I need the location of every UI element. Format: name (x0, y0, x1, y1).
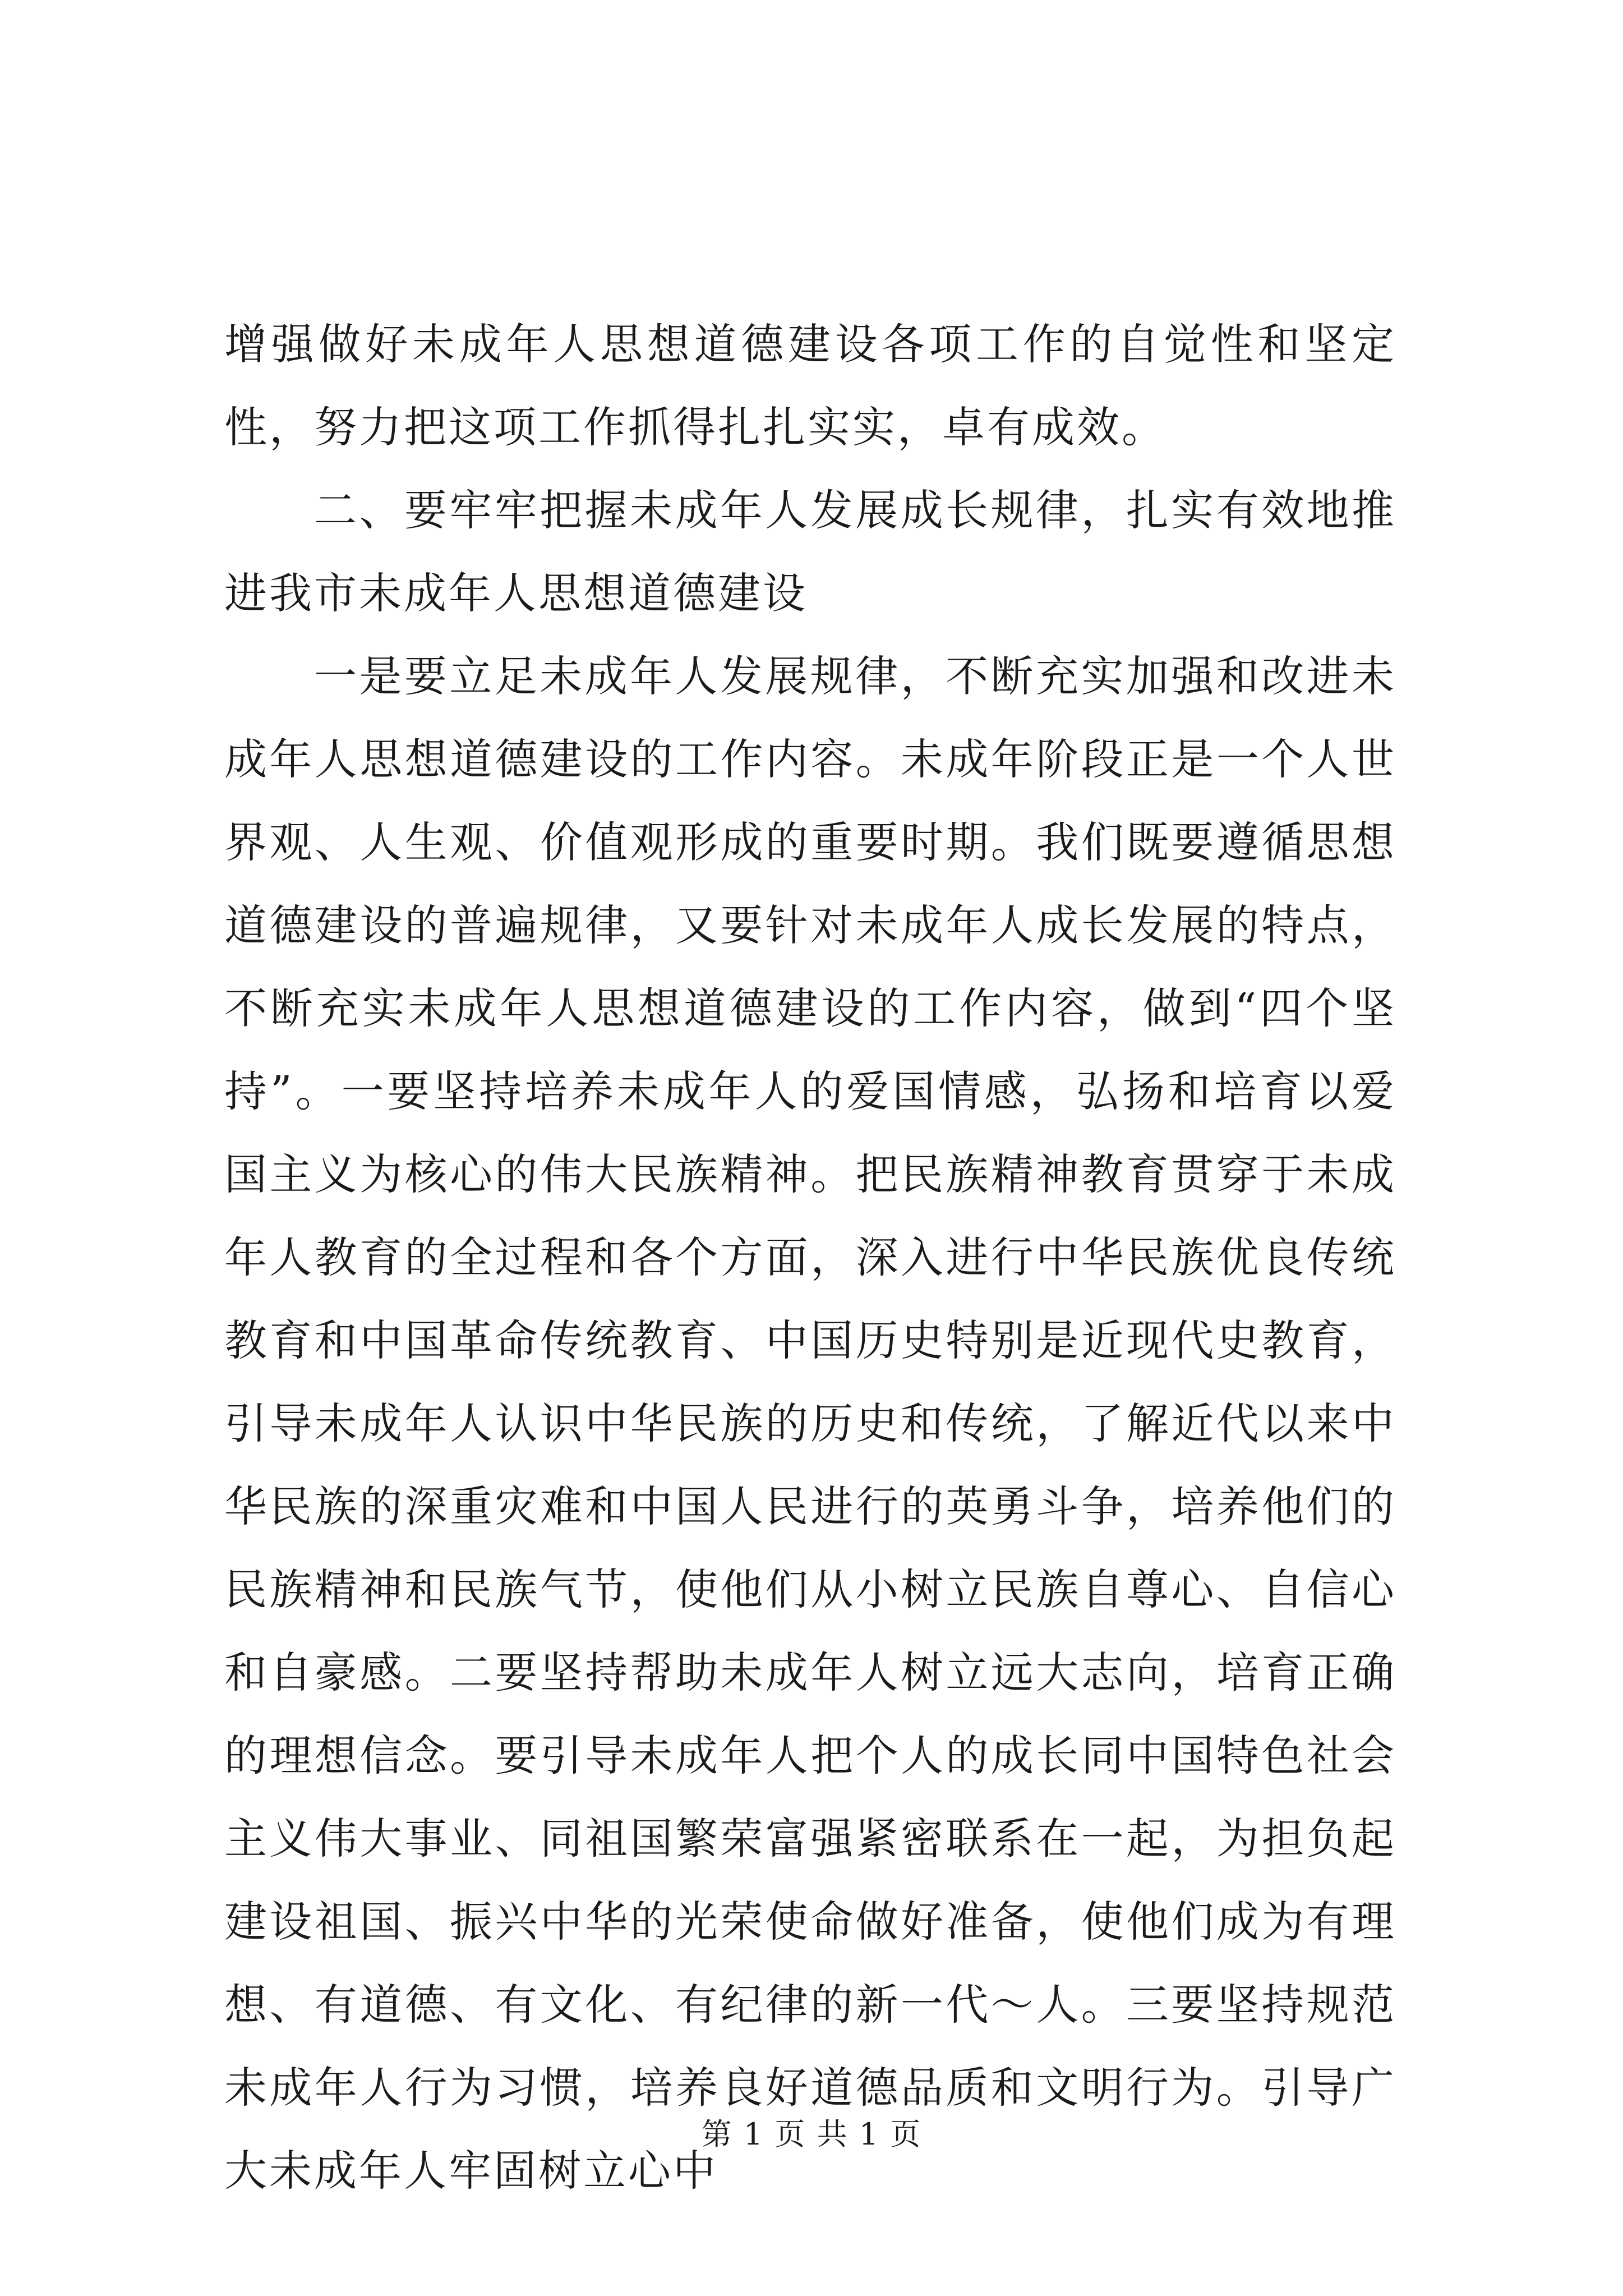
section-heading: 二、要牢牢把握未成年人发展成长规律，扎实有效地推进我市未成年人思想道德建设 (224, 485, 1396, 618)
page-footer: 第 1 页 共 1 页 (701, 2116, 922, 2152)
paragraph-continuation: 增强做好未成年人思想道德建设各项工作的自觉性和坚定性，努力把这项工作抓得扎扎实实，卓有成效。 (224, 319, 1396, 452)
document-body (224, 303, 1396, 2212)
paragraph-body: 一是要立足未成年人发展规律，不断充实加强和改进未成年人思想道德建设的工作内容。未成年阶段正是一个人世界观、人生观、价值观形成的重要时期。我们既要遵循思想道德建设的普遍规律，又要针对未成年人成长发展的特点，不断充实未成年人思想道德建设的工作内容，做到“四个坚持”。一要坚持培养未成年人的爱国情感，弘扬和培育以爱国主义为核心的伟大民族精神。把民族精神教育贯穿于未成年人教育的全过程和各个方面，深入进行中华民族优良传统教育和中国革命传统教育、中国历史特别是近现代史教育，引导未成年人认识中华民族的历史和传统，了解近代以来中华民族的深重灾难和中国人民进行的英勇斗争，培养他们的民族精神和民族气节，使他们从小树立民族自尊心、自信心和自豪感。二要坚持帮助未成年人树立远大志向，培育正确的理想信念。要引导未成年人把个人的成长同中国特色社会主义伟大事业、同祖国繁荣富强紧密联系在一起，为担负起建设祖国、振兴中华的光荣使命做好准备，使他们成为有理想、有道德、有文化、有纪律的新一代～人。三要坚持规范未成年人行为习惯，培养良好道德品质和文明行为。引导广大未成年人牢固树立心中 (224, 651, 1396, 2196)
